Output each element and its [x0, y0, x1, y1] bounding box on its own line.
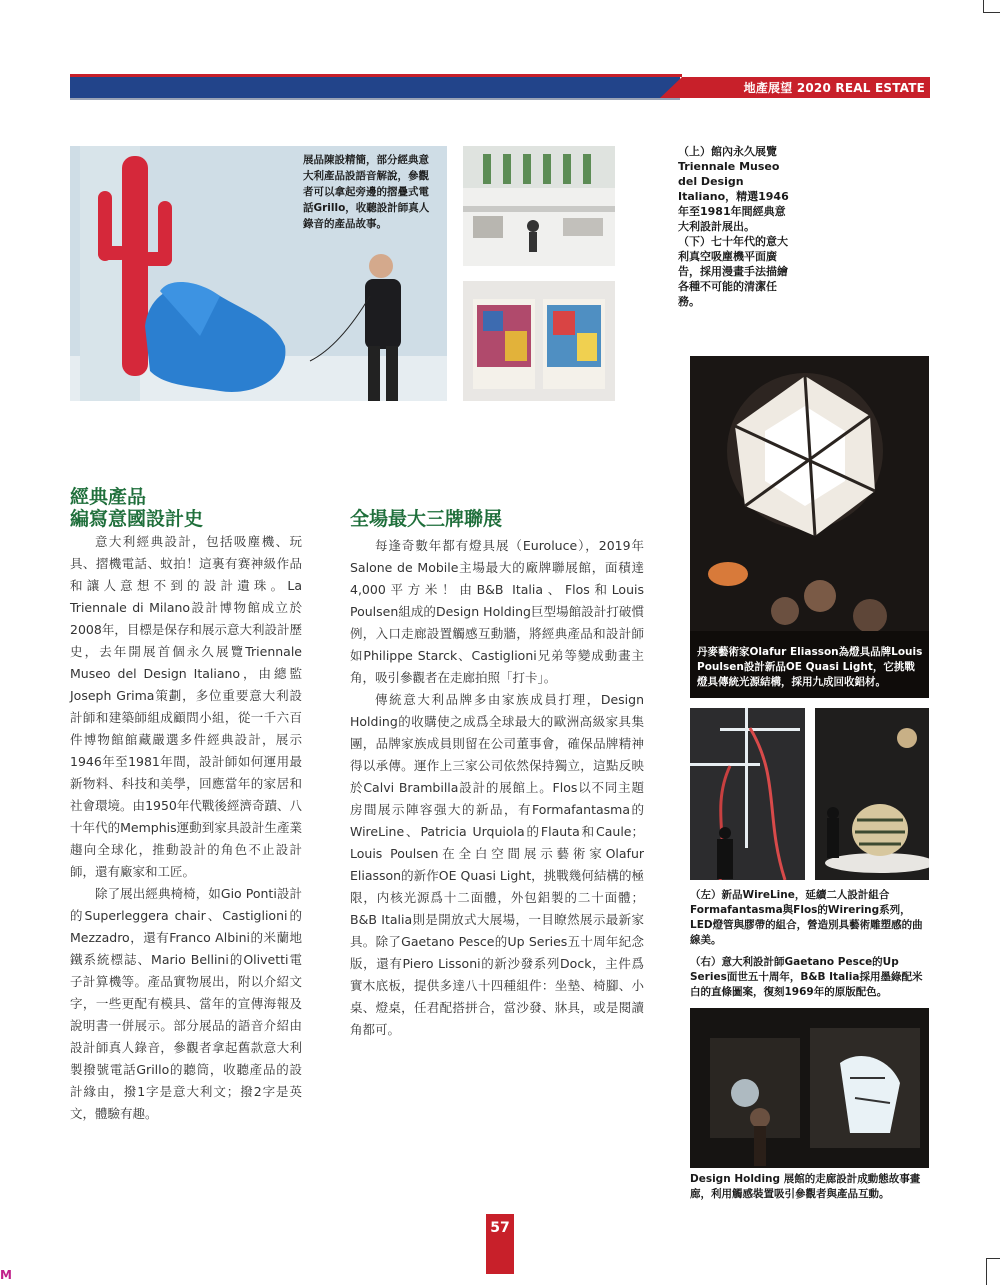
- corner-registration-mark: M: [0, 1268, 12, 1282]
- photo-design-holding-corridor: [690, 1008, 929, 1168]
- caption-cactus-overlay: 展品陳設精簡，部分經典意大利產品設語音解說，參觀者可以拿起旁邊的摺疊式電話Grillo，收聽設計師真人錄音的產品故事。: [303, 154, 430, 230]
- article-right-paragraph: 傳統意大利品牌多由家族成員打理，Design Holding的收購使之成爲全球最大的歐洲高級家具集團，品牌家族成員則留在公司董事會，確保品牌精神得以承傳。運作上三家公司依然保持獨立，這點反映於Calvi Brambilla設計的展館上。Flos以不同主題房間展示陣容强大的新品，有Formafantasma的WireLine、Patricia Urquiola的Flauta和Caule；Louis Poulsen在全白空間展示藝術家Olafur Eliasson的新作OE Quasi Light，挑戰幾何結構的極限，内核光源爲十二面體，外包鋁製的二十面體；B&B Italia則是開放式大展場，一目瞭然展示最新家具。除了Gaetano Pesce的Up Series五十周年紀念版，還有Piero Lissoni的新沙發系列Dock，主件爲實木底板，提供多達八十四種組件：坐墊、椅腳、小桌、燈桌，任君配搭拼合，當沙發、牀具，或是閱讀角都可。: [350, 692, 644, 1037]
- article-left-body: [70, 531, 302, 1125]
- crop-mark-top-right: [983, 0, 1000, 13]
- heading-classic-products: [70, 486, 310, 530]
- heading-largest-joint-exhibition: 全場最大三牌聯展: [350, 508, 503, 530]
- header-blue-band: [70, 77, 680, 98]
- caption-design-holding: Design Holding 展館的走廊設計成動態故事畫廊，利用觸感裝置吸引參觀者與產品互動。: [690, 1173, 921, 1200]
- article-left-paragraph: 意大利經典設計，包括吸塵機、玩具、摺機電話、蚊拍！這裏有赛神級作品和讓人意想不到的設計遺珠。La Triennale di Milano設計博物館成立於2008年，目標是保存和展示意大利設計歷史，去年開展首個永久展覽Triennale Museo del Design Italiano，由總監Joseph Grima策劃，多位重要意大利設計師和建築師組成顧問小組，從一千六百件博物館館藏嚴選多件經典設計，展示1946年至1981年間，設計師如何運用最新物料、科技和美學，回應當年的家居和社會環境。由1950年代戰後經濟奇蹟、八十年代的Memphis運動到家具設計生產業趨向全球化，推動設計的角色不止設計師，還有廠家和工匠。: [70, 534, 302, 879]
- article-right-paragraph: 每逢奇數年都有燈具展（Euroluce），2019年Salone de Mobile主場最大的廠牌聯展館，面積達4,000平方米！由B&B Italia、Flos和Louis Poulsen組成的Design Holding巨型場館設計打破慣例，入口走廊設置觸感互動牆，將經典產品和設計師如Philippe Starck、Castiglioni兄弟等變成動畫主角，吸引參觀者在走廊拍照「打卡」。: [350, 538, 644, 685]
- article-right-body: [350, 535, 644, 1041]
- photo-vacuum-ads: [463, 281, 615, 401]
- article-left-paragraph: 除了展出經典椅椅，如Gio Ponti設計的Superleggera chair、Castiglioni的Mezzadro，還有Franco Albini的米蘭地鐵系統標誌、Mario Bellini的Olivetti電子計算機等。產品實物展出，附以介紹文字，一些更配有模具、當年的宣傳海報及說明書一併展示。部分展品的語音介紹由設計師真人錄音，參觀者拿起舊款意大利製撥號電話Grillo的聽筒，收聽產品的設計緣由，撥1字是意大利文；撥2字是英文，體驗有趣。: [70, 886, 302, 1121]
- header-title: 地產展望 2020 REAL ESTATE OUTLOOK: [743, 81, 925, 113]
- caption-upseries-right: （右）意大利設計師Gaetano Pesce的Up Series面世五十周年，B&B Italia採用墨綠配米白的直條圖案，復刻1969年的原版配色。: [690, 956, 923, 998]
- caption-museum-top-bottom: （上）館內永久展覽Triennale Museo del Design Italiano，精選1946年至1981年間經典意大利設計展出。 （下）七十年代的意大利真空吸塵機平面廣告，採用漫畫手法描繪各種不可能的清潔任務。: [678, 145, 789, 308]
- crop-mark-bottom-right: [986, 1258, 1000, 1285]
- heading-classic-products-line1: 經典產品: [70, 486, 147, 508]
- photo-museum-interior: [463, 146, 615, 266]
- caption-wireline-left: （左）新品WireLine，延續二人設計組合Formafantasma與Flos的Wirering系列，LED燈管與膠帶的組合，營造別具藝術雕塑感的曲線美。: [690, 889, 923, 946]
- photo-wireline: [690, 708, 805, 880]
- caption-eliasson: 丹麥藝術家Olafur Eliasson為燈具品牌Louis Poulsen設計新品OE Quasi Light，它挑戰燈具傳統光源結構，採用九成回收鋁材。: [697, 646, 923, 688]
- heading-classic-products-line2: 編寫意國設計史: [70, 508, 204, 530]
- header-underline: [70, 98, 680, 100]
- page-number: 57: [490, 1220, 510, 1236]
- photo-up-series: [815, 708, 929, 880]
